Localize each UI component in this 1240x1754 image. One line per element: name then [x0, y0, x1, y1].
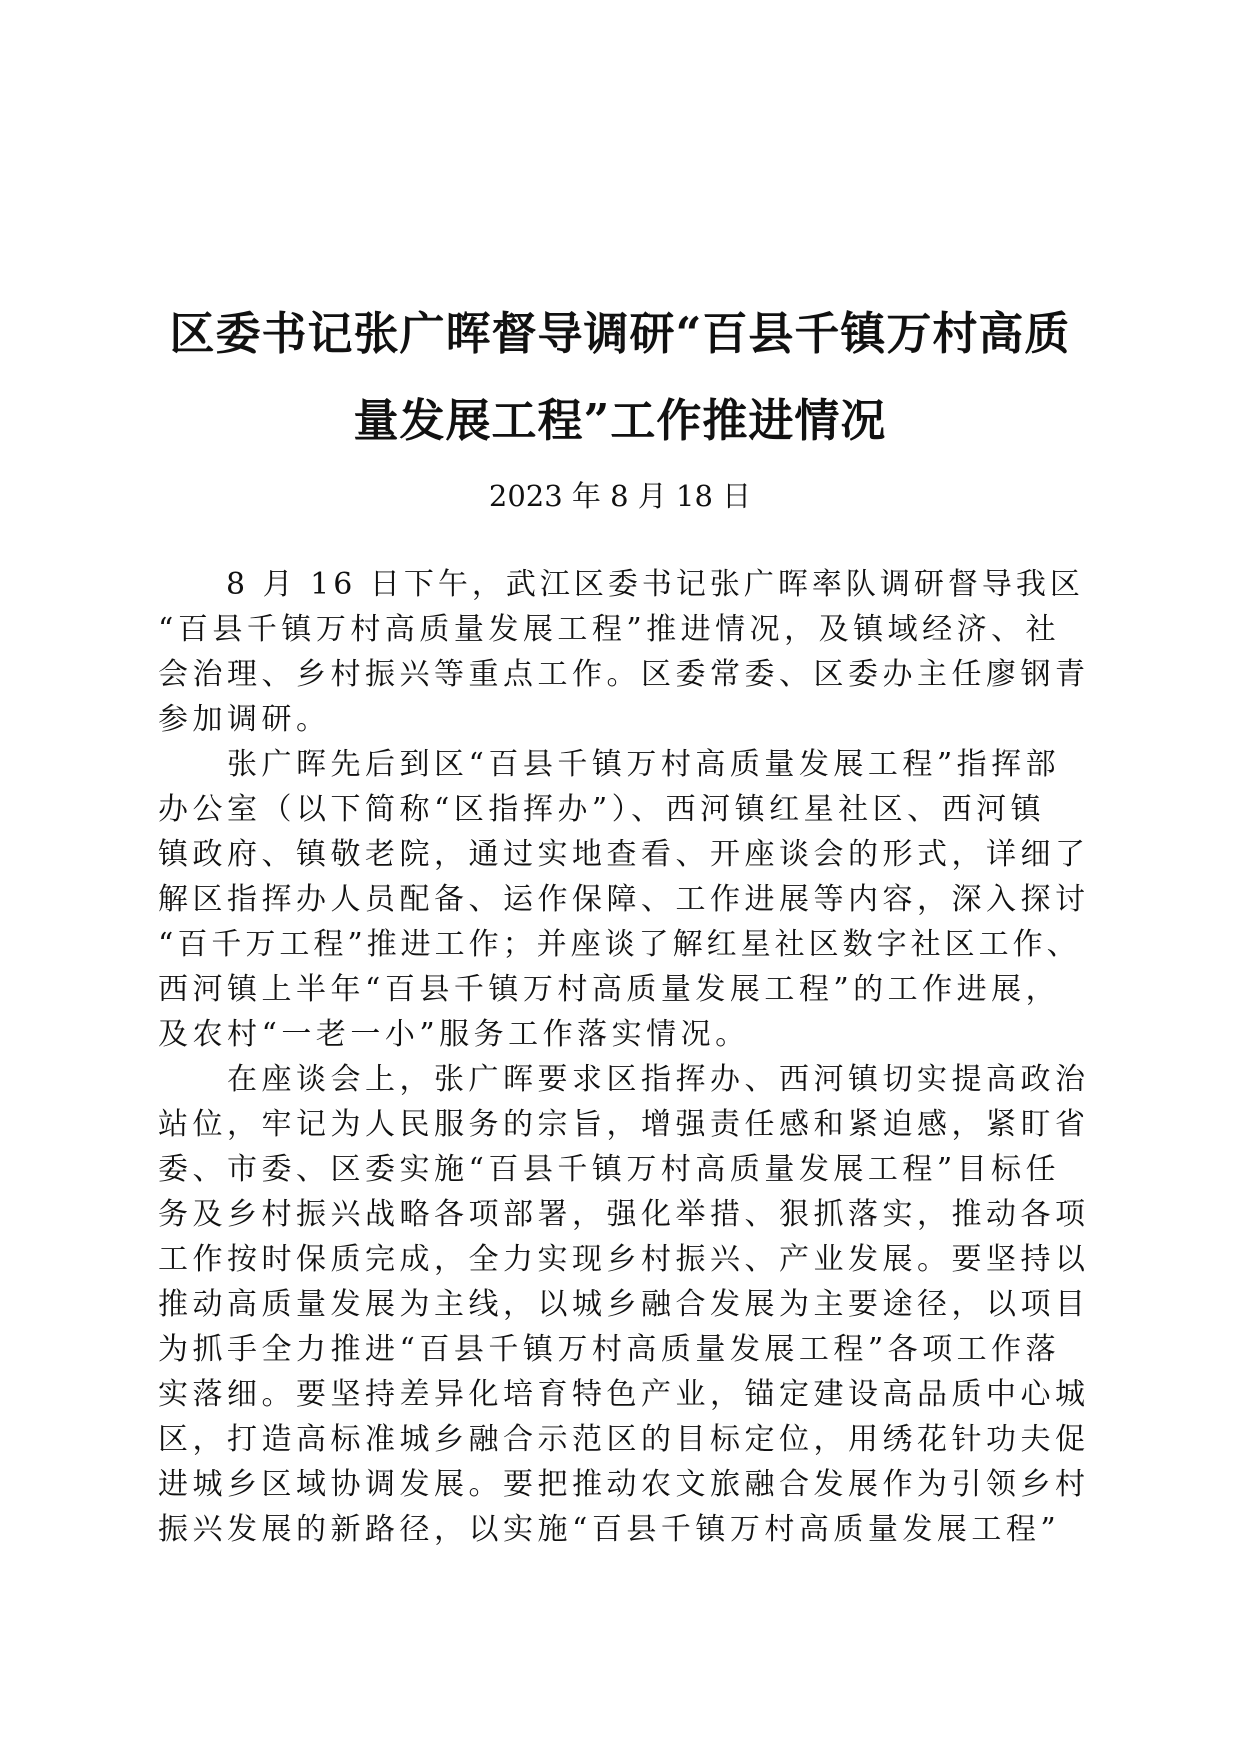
body-line: 工作按时保质完成，全力实现乡村振兴、产业发展。要坚持以	[158, 1242, 1090, 1277]
body-line: “百千万工程”推进工作；并座谈了解红星社区数字社区工作、	[158, 927, 1081, 962]
body-line: 在座谈会上，张广晖要求区指挥办、西河镇切实提高政治	[158, 1062, 1090, 1097]
body-line: 办公室（以下简称“区指挥办”）、西河镇红星社区、西河镇	[158, 792, 1046, 827]
body-line: 8 月 16 日下午，武江区委书记张广晖率队调研督导我区	[158, 567, 1084, 602]
body-line: 为抓手全力推进“百县千镇万村高质量发展工程”各项工作落	[158, 1332, 1061, 1367]
body-line: 参加调研。	[158, 702, 331, 737]
body-line: 及农村“一老一小”服务工作落实情况。	[158, 1017, 750, 1052]
body-line: 进城乡区域协调发展。要把推动农文旅融合发展作为引领乡村	[158, 1467, 1090, 1502]
body-line: 会治理、乡村振兴等重点工作。区委常委、区委办主任廖钢青	[158, 657, 1090, 692]
body-line: “百县千镇万村高质量发展工程”推进情况，及镇域经济、社	[158, 612, 1061, 647]
body-line: 务及乡村振兴战略各项部署，强化举措、狠抓落实，推动各项	[158, 1197, 1090, 1232]
body-line: 委、市委、区委实施“百县千镇万村高质量发展工程”目标任	[158, 1152, 1061, 1187]
body-line: 站位，牢记为人民服务的宗旨，增强责任感和紧迫感，紧盯省	[158, 1107, 1090, 1142]
body-line: 西河镇上半年“百县千镇万村高质量发展工程”的工作进展，	[158, 972, 1061, 1007]
document-title-line-2: 量发展工程”工作推进情况	[353, 394, 887, 447]
body-line: 镇政府、镇敬老院，通过实地查看、开座谈会的形式，详细了	[158, 837, 1090, 872]
body-line: 区，打造高标准城乡融合示范区的目标定位，用绣花针功夫促	[158, 1422, 1090, 1457]
body-line: 解区指挥办人员配备、运作保障、工作进展等内容，深入探讨	[158, 882, 1090, 917]
body-line: 实落细。要坚持差异化培育特色产业，锚定建设高品质中心城	[158, 1377, 1090, 1412]
body-line: 振兴发展的新路径，以实施“百县千镇万村高质量发展工程”	[158, 1512, 1061, 1547]
document-title-line-1: 区委书记张广晖督导调研“百县千镇万村高质	[169, 307, 1071, 360]
body-line: 推动高质量发展为主线，以城乡融合发展为主要途径，以项目	[158, 1287, 1090, 1322]
body-line: 张广晖先后到区“百县千镇万村高质量发展工程”指挥部	[158, 747, 1061, 782]
document-date: 2023 年 8 月 18 日	[488, 479, 752, 513]
